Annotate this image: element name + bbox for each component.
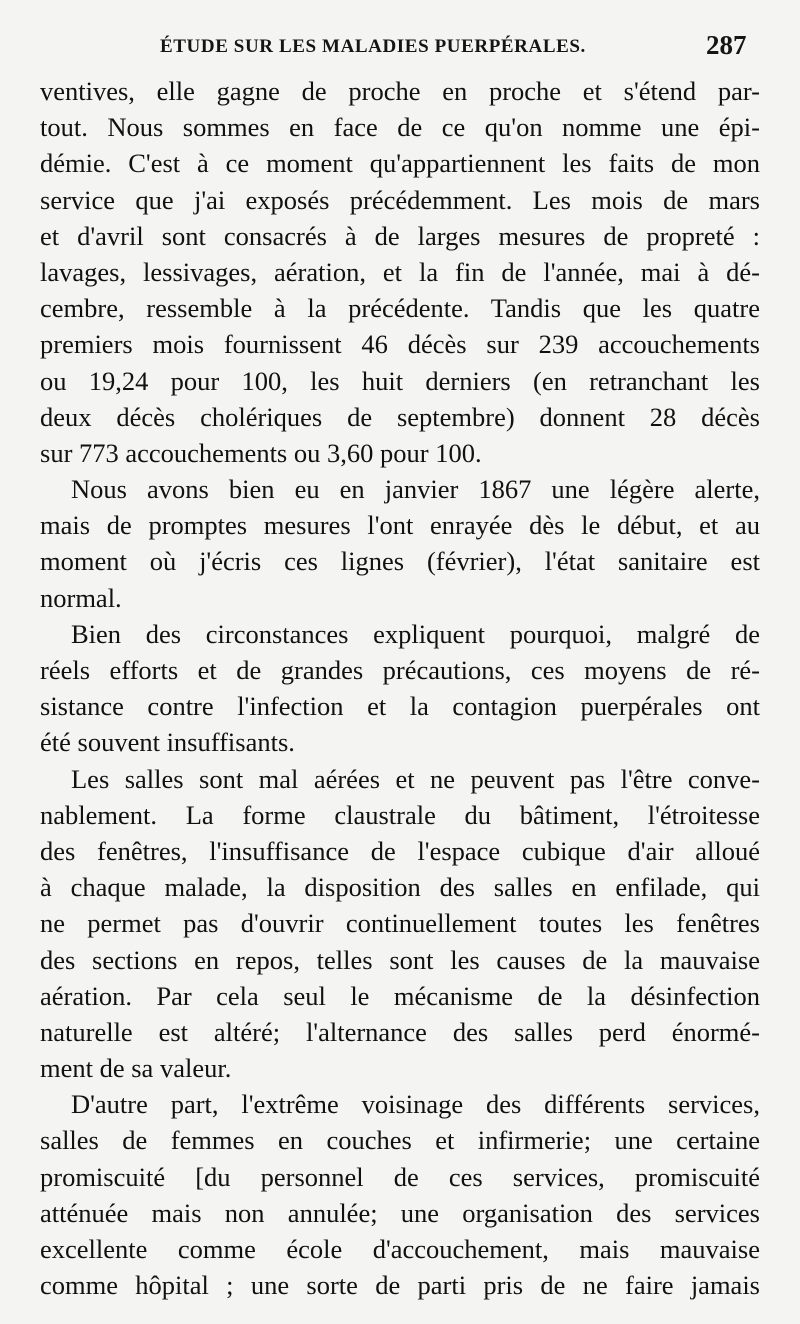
text-line: Nous avons bien eu en janvier 1867 une légère alerte, bbox=[71, 474, 760, 505]
text-line: des sections en repos, telles sont les causes de la mauvaise bbox=[40, 944, 760, 975]
text-line: service que j'ai exposés précédemment. Les mois de mars bbox=[40, 184, 760, 215]
text-line: démie. C'est à ce moment qu'appartiennent les faits de mon bbox=[40, 148, 760, 179]
text-line: deux décès cholériques de septembre) donnent 28 décès bbox=[40, 401, 760, 432]
text-line: lavages, lessivages, aération, et la fin de l'année, mai à dé- bbox=[40, 256, 760, 287]
text-line: ventives, elle gagne de proche en proche et s'étend par- bbox=[40, 76, 760, 106]
text-line: sur 773 accouchements ou 3,60 pour 100. bbox=[40, 437, 482, 468]
text-line: normal. bbox=[40, 582, 122, 613]
text-line: promiscuité [du personnel de ces services, promiscuité bbox=[40, 1161, 760, 1192]
text-line: des fenêtres, l'insuffisance de l'espace cubique d'air alloué bbox=[40, 835, 760, 866]
text-line: à chaque malade, la disposition des salles en enfilade, qui bbox=[40, 872, 760, 903]
text-line: ou 19,24 pour 100, les huit derniers (en retranchant les bbox=[40, 365, 760, 396]
text-line: atténuée mais non annulée; une organisation des services bbox=[40, 1197, 760, 1228]
text-line: ne permet pas d'ouvrir continuellement toutes les fenêtres bbox=[40, 908, 760, 939]
text-line: cembre, ressemble à la précédente. Tandis que les quatre bbox=[40, 293, 760, 324]
text-line: comme hôpital ; une sorte de parti pris de ne faire jamais bbox=[40, 1270, 760, 1301]
text-line: réels efforts et de grandes précautions, ces moyens de ré- bbox=[40, 655, 760, 685]
text-line: mais de promptes mesures l'ont enrayée dès le début, et au bbox=[40, 510, 760, 541]
text-line: ment de sa valeur. bbox=[40, 1053, 232, 1084]
text-line: Bien des circonstances expliquent pourquoi, malgré de bbox=[71, 618, 760, 649]
text-line: premiers mois fournissent 46 décès sur 239 accouchements bbox=[40, 329, 760, 360]
text-line: salles de femmes en couches et infirmerie; une certaine bbox=[40, 1125, 760, 1156]
text-line: aération. Par cela seul le mécanisme de la désinfection bbox=[40, 980, 760, 1011]
paragraph bbox=[40, 471, 760, 616]
text-line: tout. Nous sommes en face de ce qu'on nomme une épi- bbox=[40, 112, 760, 143]
paragraph bbox=[40, 1086, 760, 1303]
body-text bbox=[40, 73, 760, 1303]
page-number: 287 bbox=[706, 30, 747, 60]
text-line: excellente comme école d'accouchement, mais mauvaise bbox=[40, 1234, 760, 1264]
text-line: naturelle est altéré; l'alternance des salles perd énormé- bbox=[40, 1016, 760, 1047]
paragraph bbox=[40, 761, 760, 1087]
text-line: Les salles sont mal aérées et ne peuvent pas l'être conve- bbox=[71, 763, 760, 794]
text-line: D'autre part, l'extrême voisinage des différents services, bbox=[71, 1089, 760, 1120]
text-line: été souvent insuffisants. bbox=[40, 727, 295, 758]
text-line: nablement. La forme claustrale du bâtiment, l'étroitesse bbox=[40, 799, 760, 830]
text-line: et d'avril sont consacrés à de larges mesures de propreté : bbox=[40, 220, 760, 251]
page-header bbox=[0, 30, 800, 66]
paragraph bbox=[40, 616, 760, 761]
running-head: ÉTUDE SUR LES MALADIES PUERPÉRALES. bbox=[160, 36, 586, 57]
text-line: sistance contre l'infection et la contagion puerpérales ont bbox=[40, 691, 760, 722]
paragraph bbox=[40, 73, 760, 471]
text-line: moment où j'écris ces lignes (février), l'état sanitaire est bbox=[40, 546, 760, 577]
